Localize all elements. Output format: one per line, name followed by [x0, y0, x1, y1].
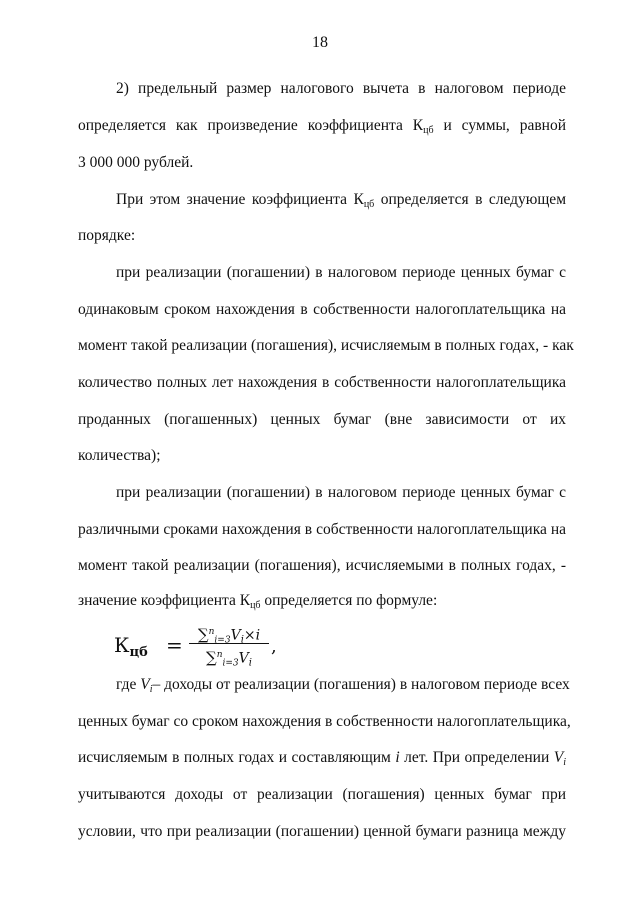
paragraph-line: учитываются доходы от реализации (погашения) ценных бумаг при	[78, 786, 566, 803]
paragraph-line: определяется как произведение коэффициента $К_{цб}$ и суммы, равной	[78, 117, 566, 136]
paragraph-line: количество полных лет нахождения в собственности налогоплательщика	[78, 374, 566, 391]
formula-comma: ,	[271, 636, 277, 657]
formula-lhs: $К_{цб}$	[114, 633, 148, 660]
coefficient-formula	[114, 622, 314, 672]
formula-numerator: $\sum^n_{i=3}V_i\times i$	[197, 625, 261, 646]
formula-denominator: $\sum^n_{i=3}V_i$	[206, 648, 252, 669]
paragraph-line: момент такой реализации (погашения), исчисляемыми в полных годах, -	[78, 557, 566, 574]
paragraph-line: условии, что при реализации (погашении) ценной бумаги разница между	[78, 823, 566, 840]
paragraph-line: количества);	[78, 447, 161, 464]
paragraph-line: При этом значение коэффициента $К_{цб}$ определяется в следующем	[116, 191, 566, 210]
paragraph-line: где $V_i-$ доходы от реализации (погашения) в налоговом периоде всех	[116, 676, 570, 695]
paragraph-line: значение коэффициента $К_{цб}$ определяется по формуле:	[78, 592, 438, 611]
paragraph-line: 3 000 000 рублей.	[78, 154, 194, 171]
paragraph-line: 2) предельный размер налогового вычета в налоговом периоде	[116, 80, 566, 97]
paragraph-line: различными сроками нахождения в собственности налогоплательщика на	[78, 521, 566, 538]
paragraph-line: одинаковым сроком нахождения в собственности налогоплательщика на	[78, 301, 566, 318]
paragraph-line: момент такой реализации (погашения), исчисляемым в полных годах, - как	[78, 337, 574, 354]
formula-fraction	[189, 622, 269, 669]
paragraph-line: при реализации (погашении) в налоговом периоде ценных бумаг с	[116, 484, 566, 501]
paragraph-line: ценных бумаг со сроком нахождения в собственности налогоплательщика,	[78, 713, 571, 730]
paragraph-line: при реализации (погашении) в налоговом периоде ценных бумаг с	[116, 264, 566, 281]
formula-equals: =	[166, 633, 183, 657]
paragraph-line: исчисляемым в полных годах и составляющим i лет. При определении $V_i$	[78, 749, 566, 768]
page-number: 18	[312, 34, 328, 51]
paragraph-line: проданных (погашенных) ценных бумаг (вне зависимости от их	[78, 411, 566, 428]
paragraph-line: порядке:	[78, 227, 136, 244]
